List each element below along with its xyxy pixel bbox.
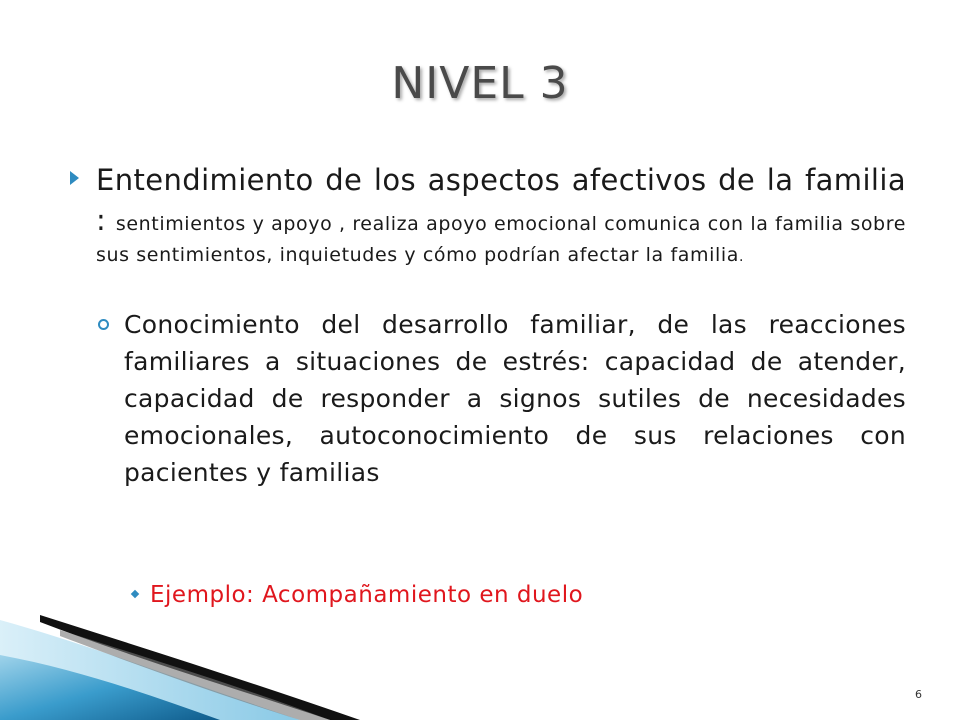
circle-bullet-icon: [98, 319, 109, 330]
bullet-level2: [124, 306, 906, 491]
level1-lead: Entendimiento de los aspectos afectivos de la familia :: [96, 163, 906, 237]
triangle-bullet-icon: [70, 171, 79, 185]
level1-period: .: [738, 249, 745, 265]
level3-text: Ejemplo: Acompañamiento en duelo: [150, 582, 584, 608]
bullet-level1: [96, 160, 906, 272]
page-number: 6: [915, 688, 922, 701]
bullet-level3: [150, 578, 850, 612]
slide-title: NIVEL 3: [391, 58, 569, 109]
level2-text: Conocimiento del desarrollo familiar, de las reacciones familiares a situaciones de estrés: capacidad de atender, capacidad de responder a signos sutiles de necesidades emocionales, autoconocimiento de sus relaciones con pacientes y familias: [124, 310, 906, 487]
level1-detail: sentimientos y apoyo , realiza apoyo emocional comunica con la familia sobre sus sentimientos, inquietudes y cómo podrían afectar la familia: [96, 213, 906, 266]
